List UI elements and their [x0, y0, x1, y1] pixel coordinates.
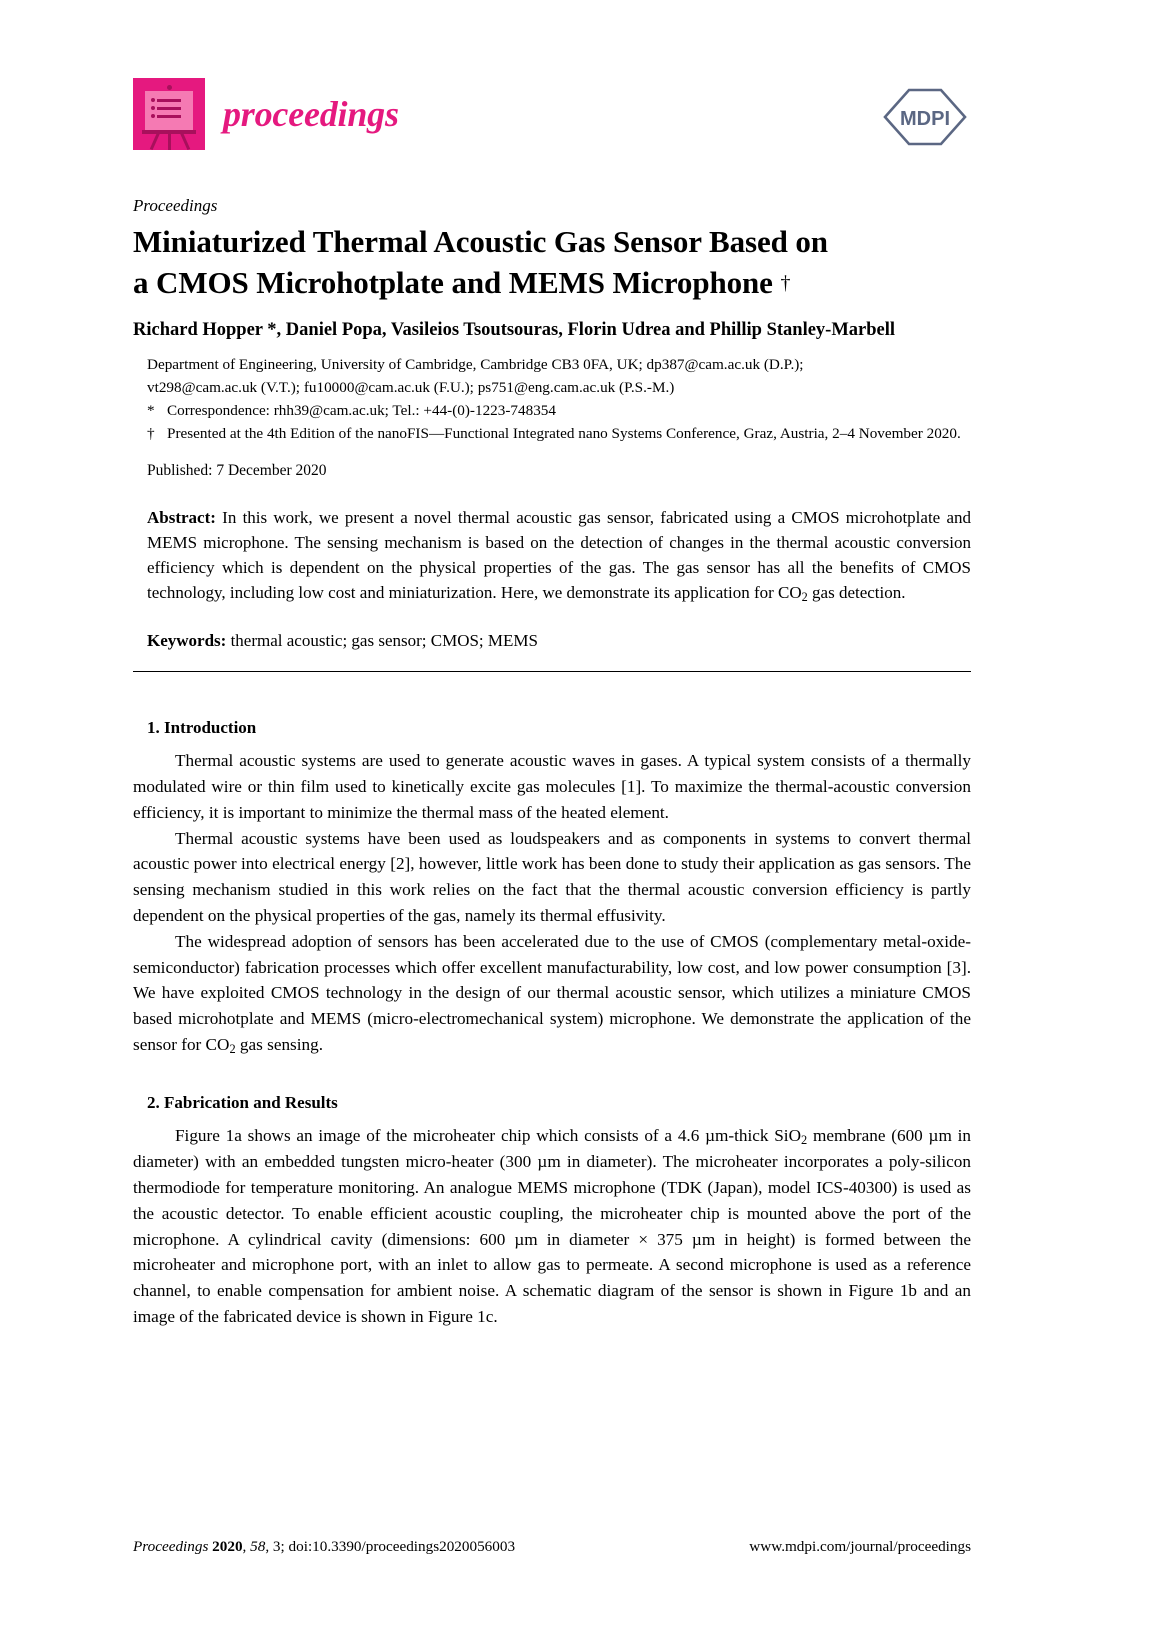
mdpi-logo	[879, 84, 971, 150]
affiliation-line-1: Department of Engineering, University of Cambridge, Cambridge CB3 0FA, UK; dp387@cam.ac.uk (D.P.);	[147, 356, 804, 374]
page-footer	[133, 1538, 971, 1556]
conference-note-text: Presented at the 4th Edition of the nanoFIS—Functional Integrated nano Systems Conference, Graz, Austria, 2–4 November 2020.	[167, 425, 961, 443]
masthead	[133, 78, 971, 190]
keywords	[147, 629, 971, 654]
footer-article-number: 3	[272, 1538, 281, 1555]
dagger-marker: †	[147, 425, 155, 443]
page-title	[133, 222, 971, 304]
paragraph-text: Figure 1a shows an image of the microheater chip which consists of a 4.6 µm-thick SiO	[175, 1125, 801, 1145]
footer-volume: 58	[250, 1538, 266, 1555]
journal-brand	[133, 78, 399, 150]
footer-citation: Proceedings 2020, 58, 3; doi:10.3390/proceedings2020056003	[133, 1538, 516, 1555]
page-content	[133, 0, 971, 1330]
paragraph-text-tail: membrane (600 µm in diameter) with an embedded tungsten micro-heater (300 µm in diameter). The microheater incorporates a poly-silicon thermodiode for temperature monitoring. An analogue MEMS microphone (TDK (Japan), model ICS-40300) is used as the acoustic detector. To enable efficient acoustic coupling, the microheater chip is mounted above the port of the microphone. A cylindrical cavity (dimensions: 600 µm in diameter × 375 µm in height) is formed between the microheater and microphone port, with an inlet to allow gas to permeate. A second microphone is used as a reference channel, to enable compensation for ambient noise. A schematic diagram of the sensor is shown in Figure 1b and an image of the fabricated device is shown in Figure 1c.	[133, 1125, 971, 1327]
paragraph	[133, 929, 971, 1059]
footer-journal-name: Proceedings	[133, 1538, 209, 1555]
paragraph-text: The widespread adoption of sensors has been accelerated due to the use of CMOS (complementary metal-oxide-semiconductor) fabrication processes which offer excellent manufacturability, low cost, and low power consumption [3]. We have exploited CMOS technology in the design of our thermal acoustic sensor, which utilizes a miniature CMOS based microhotplate and MEMS (micro-electromechanical system) microphone. We demonstrate the application of the sensor for CO	[133, 931, 971, 1054]
paragraph-subscript: 2	[800, 1132, 808, 1147]
section-body-fabrication-and-results	[133, 1123, 971, 1330]
title-line-2: a CMOS Microhotplate and MEMS Microphone	[133, 265, 773, 301]
abstract-text-tail: gas detection.	[807, 582, 906, 602]
section-body-introduction	[133, 748, 971, 1058]
footer-journal-url[interactable]: www.mdpi.com/journal/proceedings	[749, 1538, 971, 1555]
paragraph: Thermal acoustic systems are used to generate acoustic waves in gases. A typical system consists of a thermally modulated wire or thin film used to kinetically excite gas molecules [1]. To maximize the thermal-acoustic conversion efficiency, it is important to minimize the thermal mass of the heated element.	[133, 751, 971, 822]
published-date: Published: 7 December 2020	[147, 461, 327, 479]
keywords-text: thermal acoustic; gas sensor; CMOS; MEMS	[226, 630, 538, 650]
paragraph-subscript: 2	[229, 1042, 236, 1057]
correspondence-note	[147, 399, 971, 422]
keywords-label: Keywords:	[147, 630, 227, 650]
title-line-1: Miniaturized Thermal Acoustic Gas Sensor Based on	[133, 224, 828, 260]
abstract-subscript: 2	[801, 589, 808, 604]
author-list: Richard Hopper *, Daniel Popa, Vasileios Tsoutsouras, Florin Udrea and Phillip Stanley-Marbell	[133, 320, 896, 341]
footer-doi: doi:10.3390/proceedings2020056003	[288, 1538, 516, 1555]
footer-year: 2020	[212, 1538, 243, 1555]
abstract	[147, 506, 971, 607]
affiliation-line-2: vt298@cam.ac.uk (V.T.); fu10000@cam.ac.uk (F.U.); ps751@eng.cam.ac.uk (P.S.-M.)	[147, 379, 675, 397]
title-dagger-marker: †	[780, 272, 791, 295]
section-heading-introduction: 1. Introduction	[147, 718, 257, 738]
conference-note	[147, 422, 971, 445]
header-divider	[133, 671, 971, 672]
paragraph-text-tail: gas sensing.	[235, 1034, 323, 1054]
paragraph	[133, 1123, 971, 1330]
abstract-text: In this work, we present a novel thermal acoustic gas sensor, fabricated using a CMOS microhotplate and MEMS microphone. The sensing mechanism is based on the detection of changes in the thermal acoustic conversion efficiency which is dependent on the physical properties of the gas. The gas sensor has all the benefits of CMOS technology, including low cost and miniaturization. Here, we demonstrate its application for CO	[147, 507, 971, 602]
mdpi-logo-text: MDPI	[900, 108, 950, 130]
correspondence-marker: *	[147, 402, 155, 420]
presentation-board-icon	[133, 78, 205, 150]
affiliation-block	[147, 353, 971, 445]
section-heading-fabrication-and-results: 2. Fabrication and Results	[147, 1092, 338, 1112]
abstract-label: Abstract:	[147, 507, 216, 527]
paragraph: Thermal acoustic systems have been used as loudspeakers and as components in systems to convert thermal acoustic power into electrical energy [2], however, little work has been done to study their application as gas sensors. The sensing mechanism studied in this work relies on the fact that the thermal acoustic conversion efficiency is partly dependent on the physical properties of the gas, namely its thermal effusivity.	[133, 828, 971, 925]
journal-brand-name: proceedings	[223, 94, 399, 134]
journal-label: Proceedings	[133, 196, 218, 215]
correspondence-text: Correspondence: rhh39@cam.ac.uk; Tel.: +44-(0)-1223-748354	[167, 402, 556, 420]
